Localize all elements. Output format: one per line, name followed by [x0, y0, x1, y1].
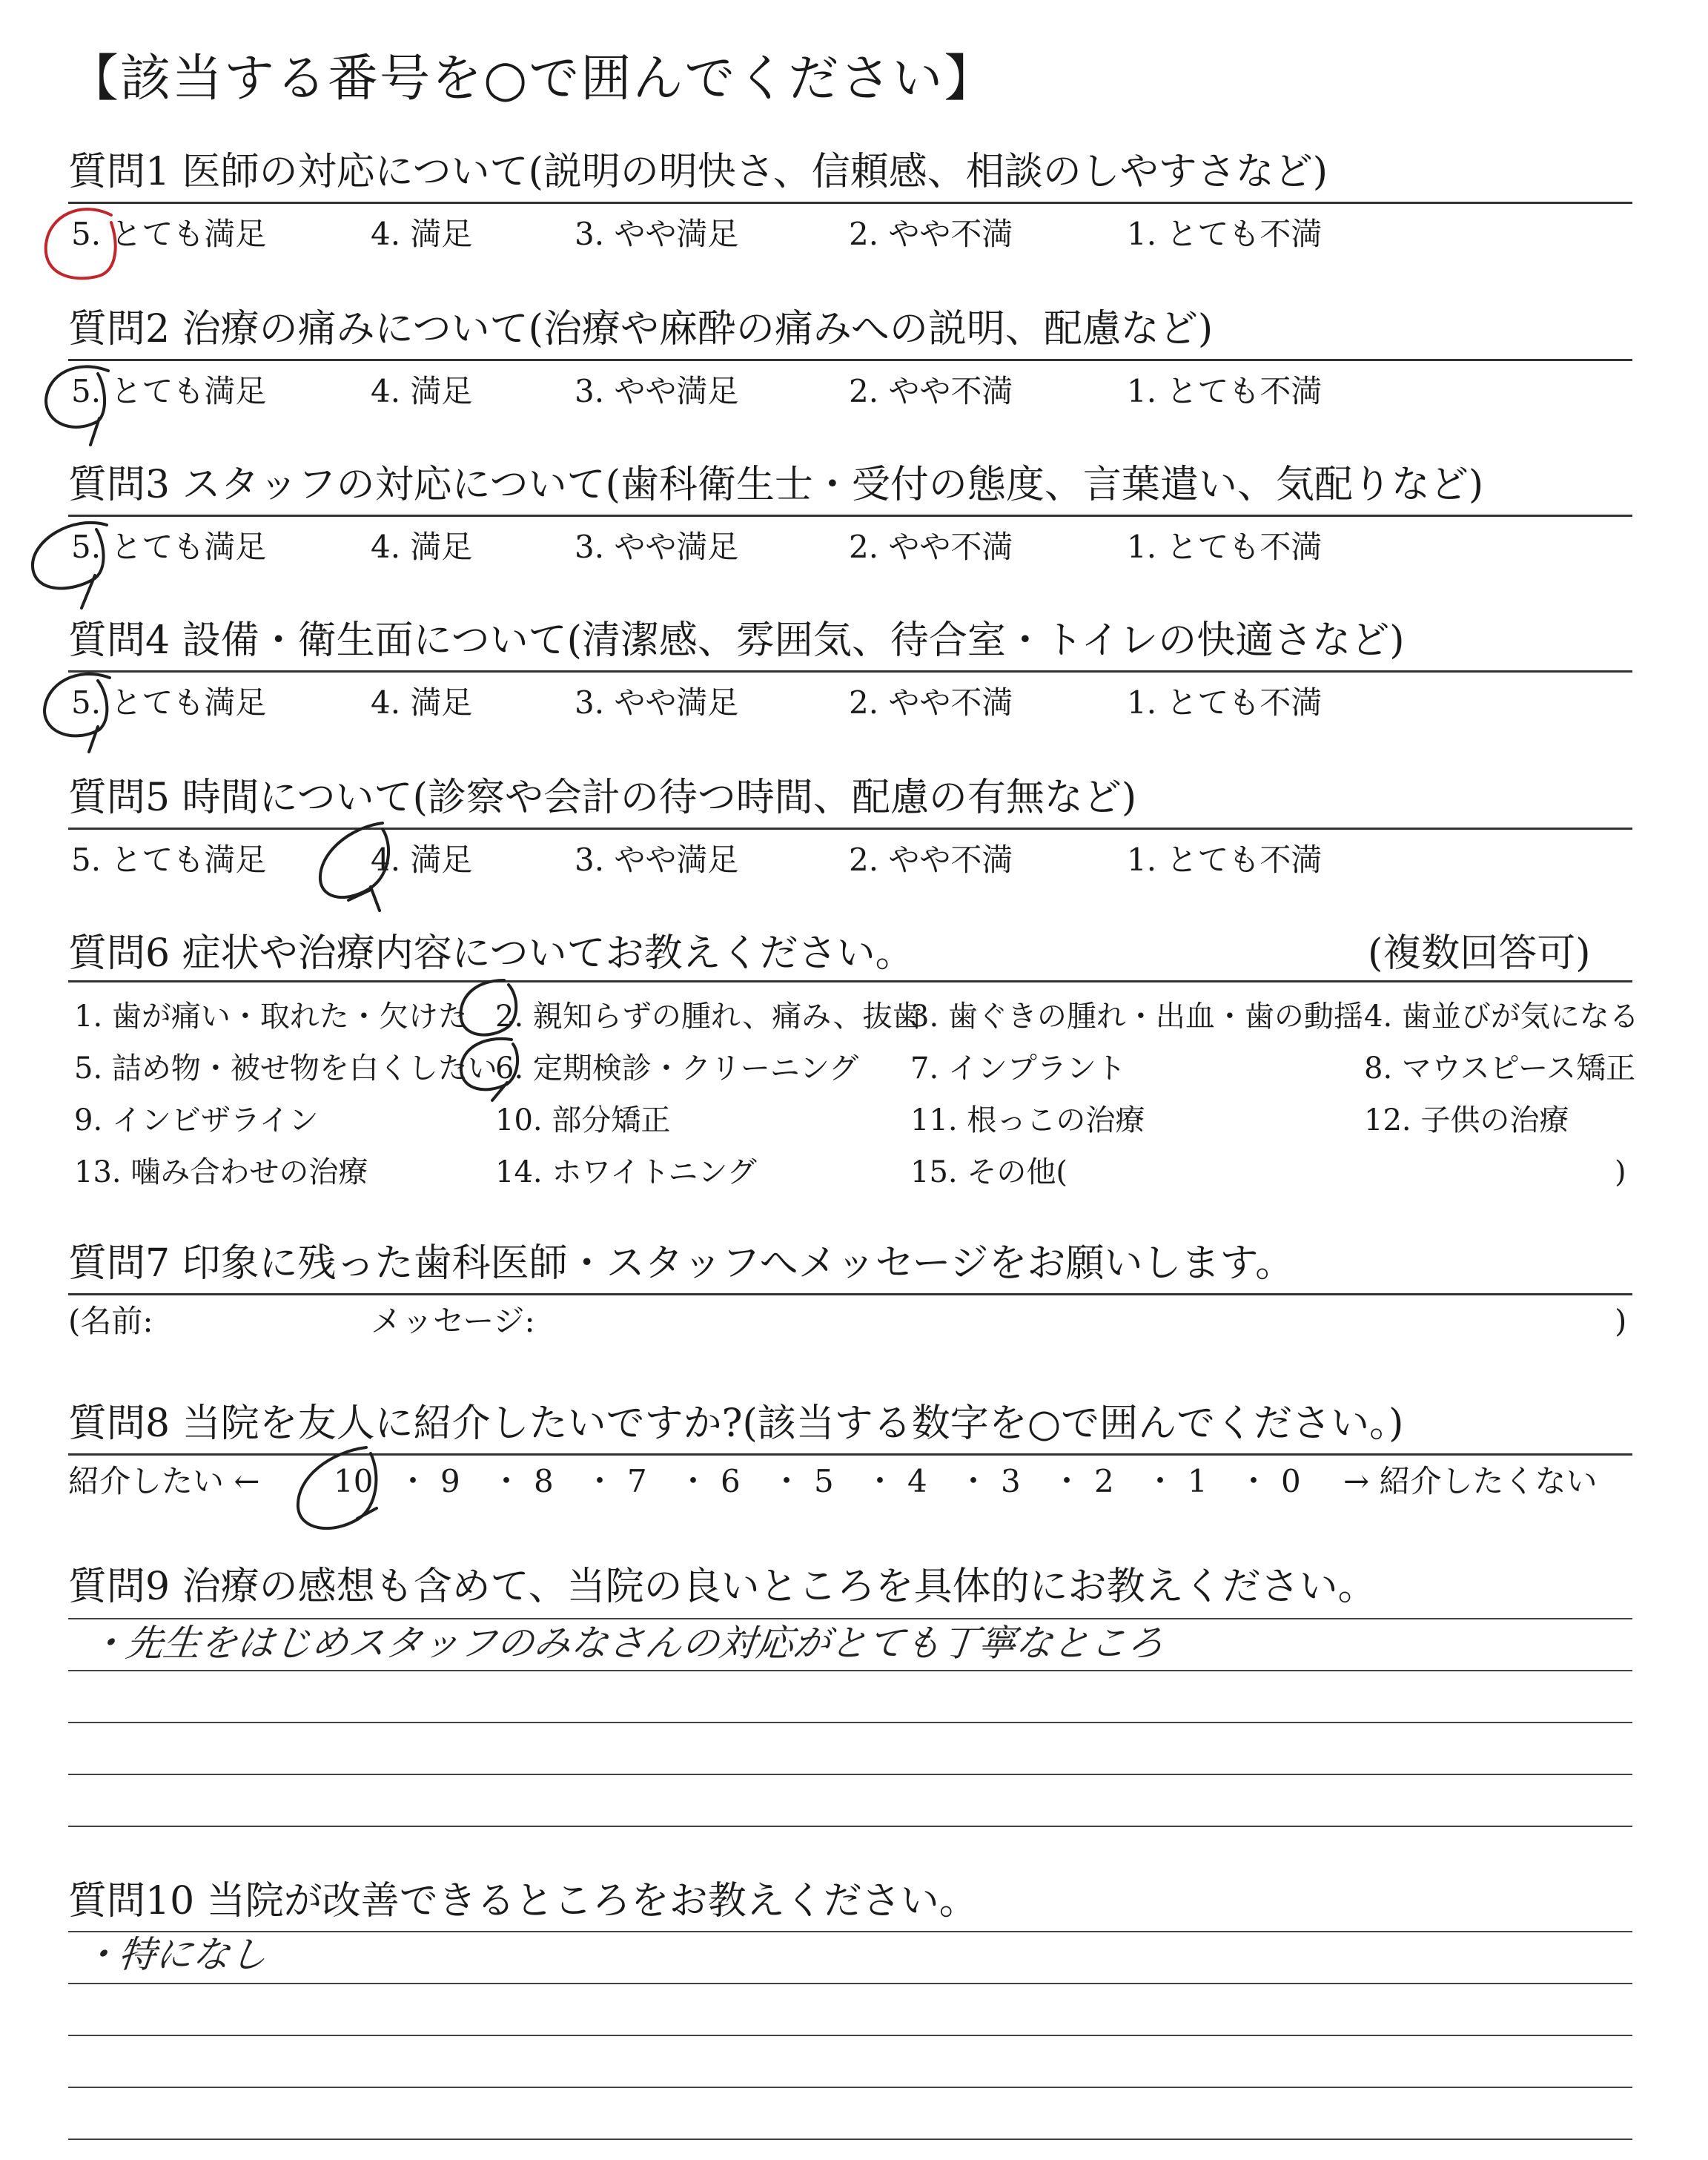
q7-message-label: メッセージ:	[371, 1303, 535, 1339]
question-3-rule	[68, 515, 1632, 517]
q8-score-6[interactable]: 6	[721, 1463, 741, 1499]
q9-handwritten-answer[interactable]: ・先生をはじめスタッフのみなさんの対応がとても丁寧なところ	[86, 1622, 1167, 1665]
q6-item-3[interactable]: 3. 歯ぐきの腫れ・出血・歯の動揺	[910, 1000, 1363, 1034]
q6-other-close-paren: )	[1615, 1155, 1626, 1189]
q1-option-3[interactable]: 3. やや満足	[575, 216, 739, 252]
q10-rule	[68, 1931, 1632, 1932]
question-4-rule	[68, 670, 1632, 673]
page-title: 【該当する番号を○で囲んでください】	[68, 50, 996, 108]
q9-write-line	[68, 1670, 1632, 1671]
q6-item-9[interactable]: 9. インビザライン	[74, 1103, 319, 1137]
q8-dot: ・	[584, 1463, 616, 1499]
q6-item-5[interactable]: 5. 詰め物・被せ物を白くしたい	[74, 1051, 497, 1086]
question-5: 質問5 時間について(診察や会計の待つ時間、配慮の有無など)	[68, 776, 1137, 820]
q3-option-2[interactable]: 2. やや不満	[849, 529, 1013, 565]
q10-write-line	[68, 2087, 1632, 2088]
q6-item-12[interactable]: 12. 子供の治療	[1364, 1103, 1569, 1137]
q8-dot: ・	[864, 1463, 896, 1499]
question-2-rule	[68, 359, 1632, 361]
q3-option-5[interactable]: 5. とても満足	[71, 529, 267, 565]
q9-write-line	[68, 1826, 1632, 1827]
q5-option-4[interactable]: 4. 満足	[371, 842, 473, 878]
q1-option-2[interactable]: 2. やや不満	[849, 216, 1013, 252]
q9-write-line	[68, 1722, 1632, 1723]
q5-option-3[interactable]: 3. やや満足	[575, 842, 739, 878]
q1-option-1[interactable]: 1. とても不満	[1127, 216, 1323, 252]
q6-item-10[interactable]: 10. 部分矯正	[495, 1103, 671, 1137]
q3-option-4[interactable]: 4. 満足	[371, 529, 473, 565]
question-9: 質問9 治療の感想も含めて、当院の良いところを具体的にお教えください。	[68, 1565, 1377, 1609]
q4-option-5[interactable]: 5. とても満足	[71, 684, 267, 721]
q8-score-5[interactable]: 5	[814, 1463, 834, 1499]
q2-option-3[interactable]: 3. やや満足	[575, 373, 739, 409]
q6-item-1[interactable]: 1. 歯が痛い・取れた・欠けた	[74, 1000, 468, 1034]
question-7-rule	[68, 1293, 1632, 1295]
q3-option-1[interactable]: 1. とても不満	[1127, 529, 1323, 565]
q10-write-line	[68, 2138, 1632, 2140]
question-6: 質問6 症状や治療内容についてお教えください。	[68, 931, 914, 976]
q8-dot: ・	[1238, 1463, 1270, 1499]
q6-item-2[interactable]: 2. 親知らずの腫れ、痛み、抜歯	[495, 1000, 922, 1034]
q3-option-3[interactable]: 3. やや満足	[575, 529, 739, 565]
q8-dot: ・	[1145, 1463, 1176, 1499]
q4-option-2[interactable]: 2. やや不満	[849, 684, 1013, 721]
q8-dot: ・	[1051, 1463, 1083, 1499]
q6-item-4[interactable]: 4. 歯並びが気になる	[1364, 1000, 1639, 1034]
q8-score-4[interactable]: 4	[907, 1463, 927, 1499]
q10-handwritten-answer[interactable]: ・特になし	[79, 1933, 270, 1976]
q7-close-paren: )	[1615, 1303, 1627, 1339]
q8-left-label: 紹介したい ←	[68, 1463, 260, 1499]
q10-write-line	[68, 2035, 1632, 2036]
q2-option-4[interactable]: 4. 満足	[371, 373, 473, 409]
q6-item-15[interactable]: 15. その他(	[910, 1155, 1068, 1189]
q1-option-5[interactable]: 5. とても満足	[71, 216, 267, 252]
question-5-rule	[68, 828, 1632, 830]
q8-dot: ・	[491, 1463, 523, 1499]
q9-rule	[68, 1618, 1632, 1619]
q8-dot: ・	[397, 1463, 429, 1499]
q5-option-1[interactable]: 1. とても不満	[1127, 842, 1323, 878]
q5-option-5[interactable]: 5. とても満足	[71, 842, 267, 878]
q2-option-1[interactable]: 1. とても不満	[1127, 373, 1323, 409]
q8-score-9[interactable]: 9	[440, 1463, 460, 1499]
q4-option-1[interactable]: 1. とても不満	[1127, 684, 1323, 721]
question-8-rule	[68, 1453, 1632, 1456]
question-7: 質問7 印象に残った歯科医師・スタッフへメッセージをお願いします。	[68, 1241, 1294, 1286]
q8-score-3[interactable]: 3	[1001, 1463, 1021, 1499]
q6-item-7[interactable]: 7. インプラント	[910, 1051, 1126, 1086]
q8-score-10[interactable]: 10	[334, 1463, 374, 1499]
q10-write-line	[68, 1983, 1632, 1984]
q6-item-8[interactable]: 8. マウスピース矯正	[1364, 1051, 1636, 1086]
question-1: 質問1 医師の対応について(説明の明快さ、信頼感、相談のしやすさなど)	[68, 150, 1328, 194]
question-3: 質問3 スタッフの対応について(歯科衛生士・受付の態度、言葉遣い、気配りなど)	[68, 463, 1484, 507]
multiple-answer-note: (複数回答可)	[1368, 931, 1591, 976]
question-4: 質問4 設備・衛生面について(清潔感、雰囲気、待合室・トイレの快適さなど)	[68, 618, 1405, 663]
q8-score-8[interactable]: 8	[534, 1463, 554, 1499]
q6-item-11[interactable]: 11. 根っこの治療	[910, 1103, 1145, 1137]
question-1-rule	[68, 202, 1632, 204]
question-8: 質問8 当院を友人に紹介したいですか?(該当する数字を○で囲んでください。)	[68, 1401, 1404, 1446]
q8-score-0[interactable]: 0	[1281, 1463, 1301, 1499]
q7-name-label: (名前:	[68, 1303, 153, 1339]
q1-option-4[interactable]: 4. 満足	[371, 216, 473, 252]
q4-option-4[interactable]: 4. 満足	[371, 684, 473, 721]
q8-right-label: → 紹介したくない	[1343, 1463, 1598, 1499]
q8-dot: ・	[771, 1463, 803, 1499]
q5-option-2[interactable]: 2. やや不満	[849, 842, 1013, 878]
q4-option-3[interactable]: 3. やや満足	[575, 684, 739, 721]
q8-score-1[interactable]: 1	[1188, 1463, 1208, 1499]
q8-dot: ・	[678, 1463, 709, 1499]
question-10: 質問10 当院が改善できるところをお教えください。	[68, 1879, 978, 1923]
q2-option-5[interactable]: 5. とても満足	[71, 373, 267, 409]
q2-option-2[interactable]: 2. やや不満	[849, 373, 1013, 409]
q8-score-7[interactable]: 7	[627, 1463, 647, 1499]
question-6-rule	[68, 980, 1632, 982]
q6-item-13[interactable]: 13. 噛み合わせの治療	[74, 1155, 368, 1189]
q6-item-14[interactable]: 14. ホワイトニング	[495, 1155, 757, 1189]
q8-score-2[interactable]: 2	[1094, 1463, 1114, 1499]
q6-item-6[interactable]: 6. 定期検診・クリーニング	[495, 1051, 859, 1086]
q8-dot: ・	[958, 1463, 990, 1499]
q9-write-line	[68, 1774, 1632, 1775]
question-2: 質問2 治療の痛みについて(治療や麻酔の痛みへの説明、配慮など)	[68, 307, 1214, 351]
